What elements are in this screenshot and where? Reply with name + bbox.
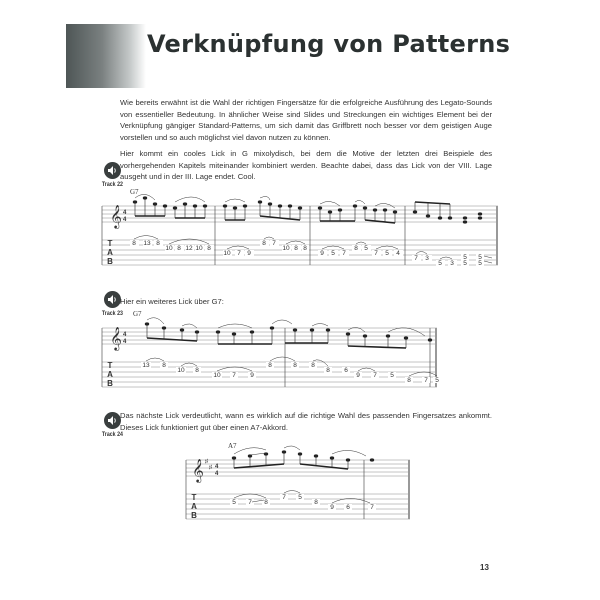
notation-system-1 bbox=[100, 188, 500, 278]
svg-text:5: 5 bbox=[435, 377, 439, 384]
svg-text:9: 9 bbox=[330, 504, 334, 511]
svg-text:5: 5 bbox=[463, 254, 467, 261]
svg-text:6: 6 bbox=[346, 504, 350, 511]
svg-text:13: 13 bbox=[142, 362, 150, 369]
svg-text:8: 8 bbox=[162, 362, 166, 369]
svg-text:8: 8 bbox=[326, 367, 330, 374]
chord-symbol: A7 bbox=[228, 442, 237, 450]
track-24-badge[interactable] bbox=[94, 412, 130, 438]
svg-text:10: 10 bbox=[213, 372, 221, 379]
svg-text:5: 5 bbox=[298, 494, 302, 501]
treble-clef-icon: 𝄞 bbox=[110, 326, 122, 350]
track23-paragraph: Hier ein weiteres Lick über G7: bbox=[120, 297, 224, 306]
svg-text:4: 4 bbox=[215, 464, 219, 470]
svg-text:9: 9 bbox=[356, 372, 360, 379]
svg-text:7: 7 bbox=[248, 499, 252, 506]
svg-text:4: 4 bbox=[396, 250, 400, 257]
svg-text:4: 4 bbox=[215, 471, 219, 477]
speaker-icon[interactable] bbox=[104, 412, 121, 429]
svg-text:3: 3 bbox=[425, 255, 429, 262]
svg-text:6: 6 bbox=[344, 367, 348, 374]
svg-text:10: 10 bbox=[195, 245, 203, 252]
svg-text:4: 4 bbox=[123, 332, 127, 338]
svg-text:4: 4 bbox=[123, 217, 127, 223]
svg-text:B: B bbox=[107, 257, 113, 266]
svg-text:8: 8 bbox=[407, 377, 411, 384]
sharp-icon: ♯ bbox=[209, 465, 212, 471]
svg-text:5: 5 bbox=[463, 260, 467, 267]
svg-text:7: 7 bbox=[282, 494, 286, 501]
track22-paragraph: Hier kommt ein cooles Lick in G mixolydisch, bei dem die Motive der letzten drei Beispiele des vorhergehenden Kapitels miteinander kombiniert werden. Beachte dabei, dass das Lick von der VIII. Lage ausgeht und in der III. Lage endet. Cool. bbox=[120, 149, 492, 182]
svg-text:7: 7 bbox=[414, 255, 418, 262]
svg-text:5: 5 bbox=[390, 372, 394, 379]
svg-text:T: T bbox=[191, 493, 197, 502]
svg-text:7: 7 bbox=[370, 504, 374, 511]
svg-text:10: 10 bbox=[282, 245, 290, 252]
notation-system-2 bbox=[100, 310, 440, 400]
svg-text:B: B bbox=[107, 379, 113, 388]
svg-text:8: 8 bbox=[314, 499, 318, 506]
svg-text:8: 8 bbox=[294, 245, 298, 252]
chord-symbol: G7 bbox=[130, 188, 139, 196]
svg-text:9: 9 bbox=[250, 372, 254, 379]
speaker-icon[interactable] bbox=[104, 162, 121, 179]
svg-text:A: A bbox=[107, 248, 113, 257]
svg-text:8: 8 bbox=[354, 245, 358, 252]
svg-text:5: 5 bbox=[438, 260, 442, 267]
svg-text:8: 8 bbox=[264, 499, 268, 506]
svg-text:B: B bbox=[191, 511, 197, 520]
svg-text:13: 13 bbox=[143, 240, 151, 247]
track24-paragraph: Das nächste Lick verdeutlicht, wann es wirklich auf die richtige Wahl des passenden Fingersatzes ankommt. Dieses Lick funktioniert gut über einen A7-Akkord. bbox=[120, 411, 492, 432]
treble-clef-icon: 𝄞 bbox=[110, 204, 122, 228]
track-label: Track 22 bbox=[101, 181, 123, 188]
svg-text:7: 7 bbox=[374, 250, 378, 257]
page-title: Verknüpfung von Patterns bbox=[147, 30, 511, 58]
header-gradient-block bbox=[66, 24, 146, 88]
notation-system-3 bbox=[184, 442, 414, 532]
svg-text:7: 7 bbox=[424, 377, 428, 384]
svg-text:7: 7 bbox=[373, 372, 377, 379]
intro-paragraph: Wie bereits erwähnt ist die Wahl der richtigen Fingersätze für die erfolgreiche Ausführung des Legato-Sounds von essentieller Bedeutung. In ähnlicher Weise sind Slides und Streckungen ein wichtiges Element bei der Verknüpfung gängiger Standard-Patterns, um sich damit das Griffbrett noch besser vor dem geistigen Auge vorstellen und so auch möglichst viel davon nutzen zu können. bbox=[120, 98, 492, 142]
svg-text:5: 5 bbox=[385, 250, 389, 257]
svg-text:5: 5 bbox=[232, 499, 236, 506]
svg-text:8: 8 bbox=[311, 362, 315, 369]
svg-text:7: 7 bbox=[342, 250, 346, 257]
track-label: Track 24 bbox=[101, 431, 123, 438]
page-number: 13 bbox=[480, 563, 489, 572]
svg-text:8: 8 bbox=[293, 362, 297, 369]
svg-text:8: 8 bbox=[132, 240, 136, 247]
svg-text:10: 10 bbox=[165, 245, 173, 252]
svg-text:10: 10 bbox=[177, 367, 185, 374]
svg-text:A: A bbox=[191, 502, 197, 511]
svg-text:10: 10 bbox=[223, 250, 231, 257]
svg-text:T: T bbox=[107, 361, 113, 370]
svg-text:7: 7 bbox=[272, 240, 276, 247]
svg-text:8: 8 bbox=[262, 240, 266, 247]
svg-text:A: A bbox=[107, 370, 113, 379]
svg-text:3: 3 bbox=[450, 260, 454, 267]
svg-text:9: 9 bbox=[320, 250, 324, 257]
svg-text:9: 9 bbox=[247, 250, 251, 257]
svg-text:7: 7 bbox=[232, 372, 236, 379]
sharp-icon: ♯ bbox=[205, 459, 208, 465]
svg-text:5: 5 bbox=[364, 245, 368, 252]
track-label: Track 23 bbox=[101, 310, 123, 317]
speaker-icon[interactable] bbox=[104, 291, 121, 308]
svg-text:5: 5 bbox=[478, 254, 482, 261]
svg-text:5: 5 bbox=[478, 260, 482, 267]
chord-symbol: G7 bbox=[133, 310, 142, 318]
svg-text:8: 8 bbox=[303, 245, 307, 252]
svg-text:8: 8 bbox=[156, 240, 160, 247]
svg-text:8: 8 bbox=[207, 245, 211, 252]
svg-text:4: 4 bbox=[123, 339, 127, 345]
treble-clef-icon: 𝄞 bbox=[192, 458, 204, 482]
svg-text:8: 8 bbox=[195, 367, 199, 374]
svg-text:4: 4 bbox=[123, 210, 127, 216]
svg-text:12: 12 bbox=[185, 245, 193, 252]
svg-text:8: 8 bbox=[177, 245, 181, 252]
track-22-badge[interactable] bbox=[94, 162, 130, 188]
svg-text:7: 7 bbox=[237, 250, 241, 257]
svg-text:5: 5 bbox=[331, 250, 335, 257]
svg-text:8: 8 bbox=[268, 362, 272, 369]
svg-text:T: T bbox=[107, 239, 113, 248]
